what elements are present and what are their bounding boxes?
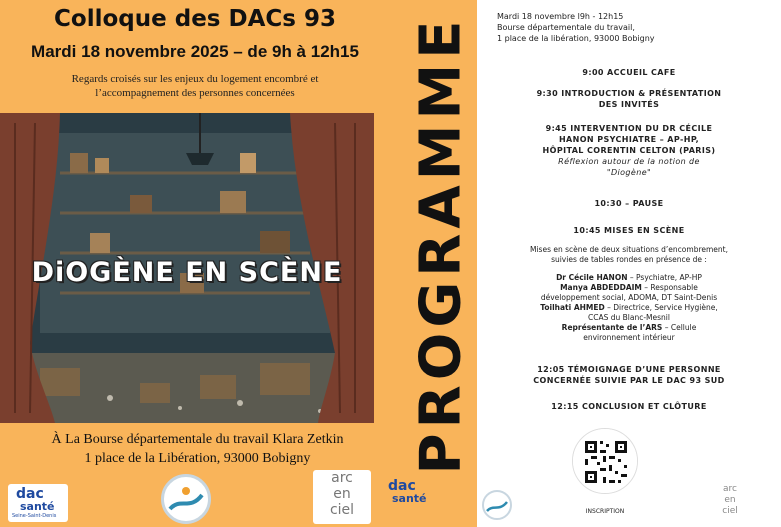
agenda-text: 10:30 – PAUSE [594,199,664,208]
dac-word: dac [16,486,44,502]
mises-en-scene-description [477,245,781,265]
parcours-sante-logo [161,474,211,524]
speaker-ahmed [477,303,781,313]
registration-qr-code[interactable] [572,428,638,494]
agenda-item-introduction [477,88,781,110]
speaker-role: – Responsable [641,283,698,292]
qr-label: INSCRIPTION [585,508,625,515]
dac-sante-logo-band [382,476,434,514]
speaker-ars [477,323,781,333]
dac-word: dac [388,478,416,494]
speaker-name: Manya ABDEDDAIM [560,283,642,292]
dac-sante-logo [8,484,68,522]
programme-header [497,11,767,44]
header-line: Bourse départementale du travail, [497,23,635,32]
speaker-role: environnement intérieur [583,333,675,342]
agenda-subtext: Réflexion autour de la notion de [558,157,700,166]
speaker-role: – Psychiatre, AP-HP [627,273,702,282]
arc-word: arc [331,470,353,486]
speaker-role: – Cellule [662,323,697,332]
header-line: 1 place de la libération, 93000 Bobigny [497,34,655,43]
speaker-list [477,273,781,343]
event-title: Colloque des DACs 93 [54,6,336,32]
speaker-abdeddaim [477,283,781,293]
path-icon [164,477,208,521]
description-line: suivies de tables rondes en présence de : [551,255,707,264]
agenda-item-conclusion [477,401,781,412]
arc-en-ciel-logo [313,470,371,524]
venue-line: 1 place de la Libération, 93000 Bobigny [84,451,311,466]
speaker-role: – Directrice, Service Hygiène, [604,303,718,312]
parcours-sante-logo-small [482,490,512,520]
agenda-item-mises-en-scene [477,225,781,236]
agenda-item-pause [477,198,781,209]
ciel-word: ciel [329,502,355,518]
description-line: Mises en scène de deux situations d’encombrement, [530,245,728,254]
description-line: Regards croisés sur les enjeux du logement encombré et [71,73,319,85]
ciel-word: ciel [722,506,738,516]
venue-line: À La Bourse départementale du travail Klara Zetkin [51,432,344,447]
agenda-text: 12:05 TÉMOIGNAGE D’UNE PERSONNE [537,365,721,374]
agenda-item-accueil [477,67,781,78]
arc-en-ciel-logo-small [710,484,750,524]
en-word: en [724,495,736,505]
hoarding-scene-illustration [0,113,374,423]
sante-word: santé [20,500,55,513]
speaker-name: Représentante de l’ARS [561,323,663,332]
venue [0,430,395,468]
speaker-role: développement social, ADOMA, DT Saint-Denis [540,293,718,302]
qr-code-icon [573,429,638,494]
agenda-text: HANON PSYCHIATRE – AP-HP, [558,135,700,144]
arc-word: arc [723,484,737,494]
agenda-item-temoignage [477,364,781,386]
path-icon [484,492,510,518]
event-date: Mardi 18 novembre 2025 – de 9h à 12h15 [31,42,359,61]
speaker-name: Toilhati AHMED [540,303,605,312]
agenda-text: HÔPITAL CORENTIN CELTON (PARIS) [542,146,716,155]
event-description [30,72,360,100]
description-line: l’accompagnement des personnes concernées [95,87,295,99]
speaker-hanon [477,273,781,283]
speaker-role: CCAS du Blanc-Mesnil [588,313,670,322]
agenda-item-intervention [477,123,781,178]
agenda-text: 12:15 CONCLUSION ET CLÔTURE [551,402,707,411]
agenda-subtext: "Diogène" [606,168,652,177]
header-line: Mardi 18 novembre l9h - 12h15 [497,12,624,21]
agenda-text: 9:30 INTRODUCTION & PRÉSENTATION [536,89,722,98]
dac-subtitle: Seine-Saint-Denis [12,513,57,519]
agenda-text: CONCERNÉE SUIVIE PAR LE DAC 93 SUD [533,376,725,385]
agenda-text: 10:45 MISES EN SCÈNE [573,226,685,235]
en-word: en [333,486,351,502]
sante-word: santé [392,492,427,505]
agenda-text: 9:45 INTERVENTION DU DR CÉCILE [545,124,713,133]
scene-caption: DiOGÈNE EN SCÈNE [31,257,343,288]
programme-title: PROGRAMME [408,15,474,475]
agenda-text: DES INVITÉS [598,100,660,109]
speaker-name: Dr Cécile HANON [556,273,628,282]
agenda-text: 9:00 ACCUEIL CAFE [582,68,676,77]
